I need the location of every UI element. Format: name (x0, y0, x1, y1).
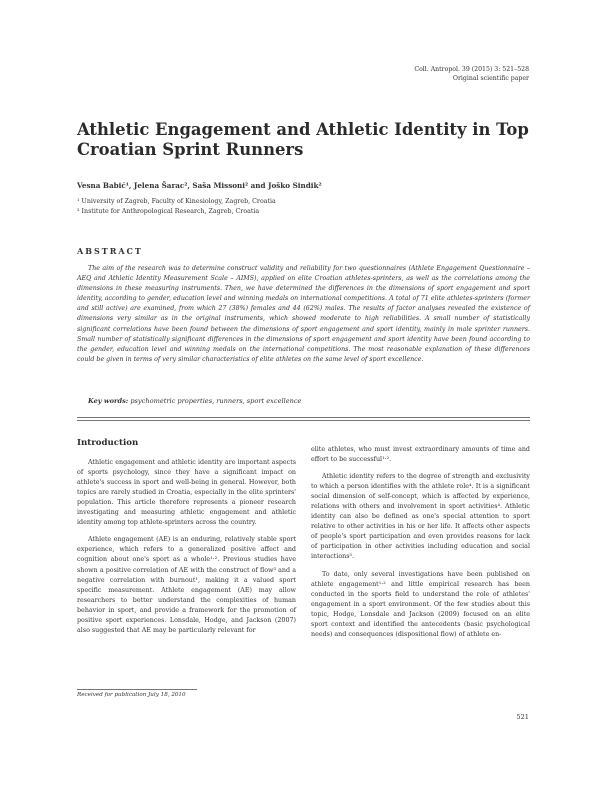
footnote-divider (77, 689, 197, 690)
affiliation-1: ¹ University of Zagreb, Faculty of Kinesiology, Zagreb, Croatia (77, 198, 276, 205)
paragraph: Athletic identity refers to the degree of strength and exclusivity to which a person identifies with the athlete role⁴. It is a significant social dimension of self-concept, which is affected by experience, relations with others and involvement in sport activities⁴. Athletic identity can also be defined as one's special attention to sport relative to other activities in his or her life. It affects other aspects of people's sport participation and even provides reasons for lack of participation in other activities including education and social interactions⁵. (311, 473, 530, 561)
paragraph: elite athletes, who must invest extraordinary amounts of time and effort to be successful¹·². (311, 446, 530, 464)
left-column (77, 438, 296, 643)
affiliations (77, 197, 276, 217)
right-column (311, 445, 530, 647)
abstract-text: The aim of the research was to determine construct validity and reliability for two questionnaires (Athlete Engagement Questionnaire – AEQ and Athletic Identity Measurement Scale – AIMS), applied on elite Croatian athletes-sprinters, as well as the correlations among the dimensions in these measuring instruments. Then, we have determined the differences in the dimensions of sport engagement and sport identity, according to gender, education level and winning medals on international competitions. A total of 71 elite athletes-sprinters (former and still active) are examined, from which 27 (38%) females and 44 (62%) males. The results of factor analyses revealed the existence of dimensions very similar as in the original instruments, which showed moderate to high reliabilities. A small number of statistically significant correlations have been found between the dimensions of sport engagement and sport identity, mainly in male sprinter runners. Small number of statistically significant differences in the dimensions of sport engagement and sport identity have been found according to the gender, education level and winning medals on the international competitions. The most reasonable explanation of these differences could be given in terms of very similar characteristics of elite athletes on the same level of sport excellence. (77, 265, 530, 363)
keywords-list: psychometric properties, runners, sport excellence (130, 397, 302, 405)
abstract-heading: ABSTRACT (77, 246, 143, 256)
introduction-heading: Introduction (77, 438, 139, 448)
keywords-label: Key words: (88, 397, 129, 405)
paragraph: Athlete engagement (AE) is an enduring, relatively stable sport experience, which refers to a generalized positive affect and cognition about one's sport as a whole¹·². Previous studies have shown a positive correlation of AE with the construct of flow³ and a negative correlation with burnout¹, making it a valued sport specific measurement. Athlete engagement (AE) may allow researchers to better understand the complexities of human behavior in sport, and provide a framework for the promotion of positive sport experiences. Lonsdale, Hodge, and Jackson (2007) also suggested that AE may be particularly relevant for (77, 536, 296, 634)
section-divider-top (77, 417, 530, 418)
received-date-footnote: Received for publication July 18, 2010 (77, 692, 186, 698)
paper-title: Athletic Engagement and Athletic Identity in Top Croatian Sprint Runners (77, 120, 529, 159)
author-list: Vesna Babić¹, Jelena Šarac², Saša Missoni² and Joško Sindik² (77, 181, 322, 190)
page-number: 521 (516, 713, 529, 721)
journal-header (414, 66, 529, 83)
paper-type: Original scientific paper (452, 74, 529, 82)
affiliation-2: ² Institute for Anthropological Research, Zagreb, Croatia (77, 208, 260, 215)
paragraph: Athletic engagement and athletic identity are important aspects of sports psychology, since they have a significant impact on athlete's success in sport and well-being in general. However, both topics are rarely studied in Croatia, especially in the elite sprinters' population. This article therefore represents a pioneer research investigating and measuring athletic engagement and athletic identity among top athlete-sprinters across the country. (77, 459, 296, 527)
section-divider-bottom (77, 420, 530, 421)
journal-citation: Coll. Antropol. 39 (2015) 3: 521–528 (414, 66, 529, 73)
paragraph: To date, only several investigations have been published on athlete engagement¹·² and little empirical research has been conducted in the sports field to understand the role of athletes' engagement in a sport environment. Of the few studies about this topic, Hodge, Lonsdale and Jackson (2009) focused on an elite sport context and identified the antecedents (basic psychological needs) and consequences (dispositional flow) of athlete en- (311, 570, 530, 638)
keywords (88, 397, 301, 405)
